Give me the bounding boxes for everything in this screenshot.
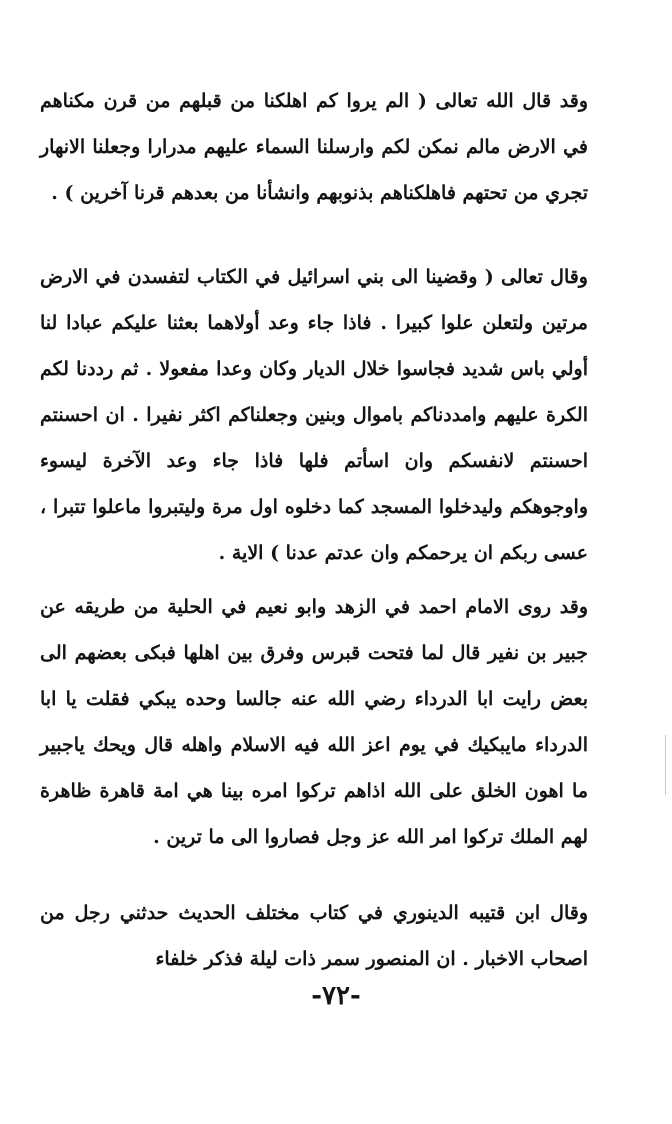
paragraph-2: وقال تعالى ( وقضينا الى بني اسرائيل في الكتاب لتفسدن في الارض مرتين ولتعلن علوا كبيرا . فاذا جاء وعد أولاهما بعثنا عليكم عبادا لنا أولي باس شديد فجاسوا خلال الديار وكان وعدا مفعولا . ثم رددنا لكم الكرة عليهم وامددناكم باموال وبنين وجعلناكم اكثر نفيرا . ان احسنتم احسنتم لانفسكم وان اسأتم فلها فاذا جاء وعد الآخرة ليسوء واوجوهكم وليدخلوا المسجد كما دخلوه اول مرة وليتبروا ماعلوا تتبرا ، عسى ربكم ان يرحمكم وان عدتم عدنا ) الاية . (40, 266, 588, 564)
paragraph-3: وقد روى الامام احمد في الزهد وابو نعيم في الحلية من طريقه عن جبير بن نفير قال لما فتحت قبرس وفرق بين اهلها فبكى بعضهم الى بعض رايت ابا الدرداء رضي الله عنه جالسا وحده يبكي فقلت يا ابا الدرداء مايبكيك في يوم اعز الله فيه الاسلام واهله قال ويحك ياجبير ما اهون الخلق على الله اذاهم تركوا امره بينا هي امة قاهرة ظاهرة لهم الملك تركوا امر الله عز وجل فصاروا الى ما ترين . (40, 596, 588, 848)
scan-edge-mark (665, 735, 666, 795)
paragraph-4: وقال ابن قتيبه الدينوري في كتاب مختلف الحديث حدثني رجل من اصحاب الاخبار . ان المنصور سمر ذات ليلة فذكر خلفاء (40, 902, 588, 970)
paragraph-1: وقد قال الله تعالى ( الم يروا كم اهلكنا من قبلهم من قرن مكناهم في الارض مالم نمكن لكم وارسلنا السماء عليهم مدرارا وجعلنا الانهار تجري من تحتهم فاهلكناهم بذنوبهم وانشأنا من بعدهم قرنا آخرين ) . (40, 90, 588, 204)
page-number: -٧٢- (311, 981, 361, 1011)
